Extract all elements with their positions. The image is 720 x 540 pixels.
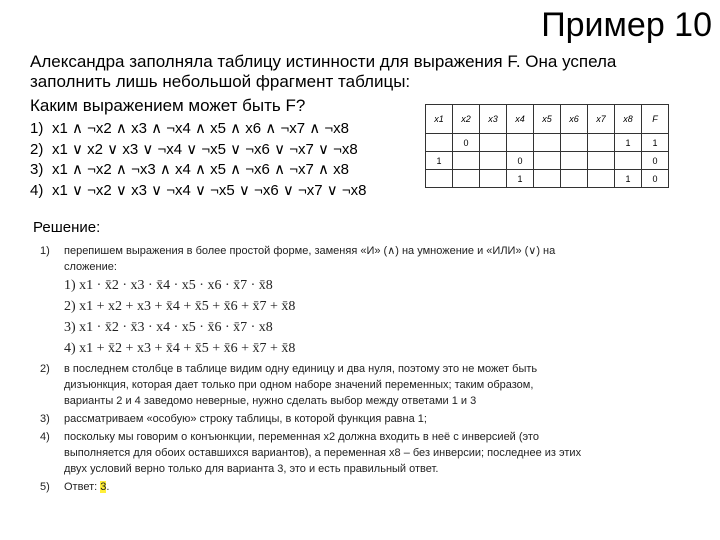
step-number: 5)	[40, 481, 50, 493]
option-4	[30, 181, 367, 202]
table-cell: 1	[507, 170, 534, 188]
table-cell	[588, 152, 615, 170]
solution-step-4	[40, 429, 585, 477]
option-expression: x1 ∧ ¬x2 ∧ ¬x3 ∧ x4 ∧ x5 ∧ ¬x6 ∧ ¬x7 ∧ x8	[52, 161, 349, 178]
truth-table-row	[426, 134, 669, 152]
option-number: 1)	[30, 120, 44, 137]
header-cell: x8	[615, 105, 642, 134]
answer-line	[64, 479, 585, 495]
option-1	[30, 119, 367, 140]
step-number: 4)	[40, 431, 50, 443]
header-cell: F	[642, 105, 669, 134]
solution-step-1	[40, 243, 585, 359]
problem-intro: Александра заполняла таблицу истинности для выражения F. Она успела заполнить лишь небольшой фрагмент таблицы:	[30, 52, 617, 91]
step-number: 2)	[40, 363, 50, 375]
step-text: рассматриваем «особую» строку таблицы, в которой функция равна 1;	[64, 413, 427, 425]
header-cell: x3	[480, 105, 507, 134]
solution-step-2	[40, 361, 585, 409]
table-cell	[561, 170, 588, 188]
answer-label: Ответ:	[64, 481, 98, 493]
step-text: поскольку мы говорим о конъюнкции, переменная x2 должна входить в неё с инверсией (это выполняется для обоих оставшихся вариантов), а переменная x8 – без инверсии; последнее из этих двух условий верно только для варианта 3, это и есть правильный ответ.	[64, 431, 582, 475]
table-cell	[534, 170, 561, 188]
step-body	[64, 243, 585, 359]
option-number: 4)	[30, 181, 44, 199]
table-cell: 1	[642, 134, 669, 152]
step-text: перепишем выражения в более простой форме, заменяя «И» (∧) на умножение и «ИЛИ» (∨) на сложение:	[64, 245, 556, 273]
table-cell: 1	[615, 170, 642, 188]
option-number: 3)	[30, 161, 44, 178]
table-cell	[426, 170, 453, 188]
truth-table-row	[426, 152, 669, 170]
option-number: 2)	[30, 140, 44, 158]
table-cell: 0	[642, 170, 669, 188]
table-cell	[588, 170, 615, 188]
table-cell	[453, 170, 480, 188]
truth-table-row	[426, 170, 669, 188]
rewritten-expression: 2) x1 + x2 + x3 + x̄4 + x̄5 + x̄6 + x̄7 + x̄8	[64, 299, 296, 314]
rewritten-expression: 3) x1 · x̄2 · x̄3 · x4 · x5 · x̄6 · x̄7 · x8	[64, 320, 273, 335]
answer-value: 3	[100, 481, 107, 493]
solution-heading: Решение:	[33, 219, 101, 236]
table-cell: 0	[642, 152, 669, 170]
solution-step-3	[40, 411, 585, 427]
table-cell	[588, 134, 615, 152]
table-cell	[480, 152, 507, 170]
option-expression: x1 ∨ ¬x2 ∨ x3 ∨ ¬x4 ∨ ¬x5 ∨ ¬x6 ∨ ¬x7 ∨ ¬x8	[52, 181, 367, 199]
answer-end: .	[106, 481, 110, 493]
rewritten-expression: 4) x1 + x̄2 + x3 + x̄4 + x̄5 + x̄6 + x̄7 + x̄8	[64, 341, 296, 356]
table-cell: 1	[426, 152, 453, 170]
table-cell	[480, 134, 507, 152]
answer-options	[30, 119, 367, 201]
truth-table-header	[426, 105, 669, 134]
header-cell: x5	[534, 105, 561, 134]
option-3	[30, 160, 367, 181]
solution-step-5	[40, 479, 585, 495]
header-cell: x2	[453, 105, 480, 134]
table-cell	[480, 170, 507, 188]
step-number: 1)	[40, 245, 50, 257]
table-cell	[426, 134, 453, 152]
table-cell	[615, 152, 642, 170]
slide-title: Пример 10	[541, 6, 712, 44]
step-text: в последнем столбце в таблице видим одну единицу и два нуля, поэтому это не может быть дизъюнкция, которая дает только при одном наборе значений переменных; таким образом, варианты 2 и 4 заведомо неверные, нужно сделать выбор между ответами 1 и 3	[64, 363, 538, 407]
table-cell	[561, 152, 588, 170]
option-expression: x1 ∧ ¬x2 ∧ x3 ∧ ¬x4 ∧ x5 ∧ x6 ∧ ¬x7 ∧ ¬x8	[52, 120, 349, 137]
truth-table	[425, 104, 669, 188]
table-cell	[534, 134, 561, 152]
problem-question: Каким выражением может быть F?	[30, 96, 306, 115]
rewritten-expression: 1) x1 · x̄2 · x3 · x̄4 · x5 · x6 · x̄7 · x̄8	[64, 278, 273, 293]
table-cell	[561, 134, 588, 152]
header-cell: x4	[507, 105, 534, 134]
header-cell: x6	[561, 105, 588, 134]
table-cell: 1	[615, 134, 642, 152]
table-cell	[534, 152, 561, 170]
table-cell: 0	[453, 134, 480, 152]
option-expression: x1 ∨ x2 ∨ x3 ∨ ¬x4 ∨ ¬x5 ∨ ¬x6 ∨ ¬x7 ∨ ¬x8	[52, 140, 358, 158]
option-2	[30, 140, 367, 161]
table-cell	[507, 134, 534, 152]
header-cell: x1	[426, 105, 453, 134]
step-number: 3)	[40, 413, 50, 425]
solution-steps	[40, 243, 585, 497]
header-cell: x7	[588, 105, 615, 134]
table-cell	[453, 152, 480, 170]
table-cell: 0	[507, 152, 534, 170]
